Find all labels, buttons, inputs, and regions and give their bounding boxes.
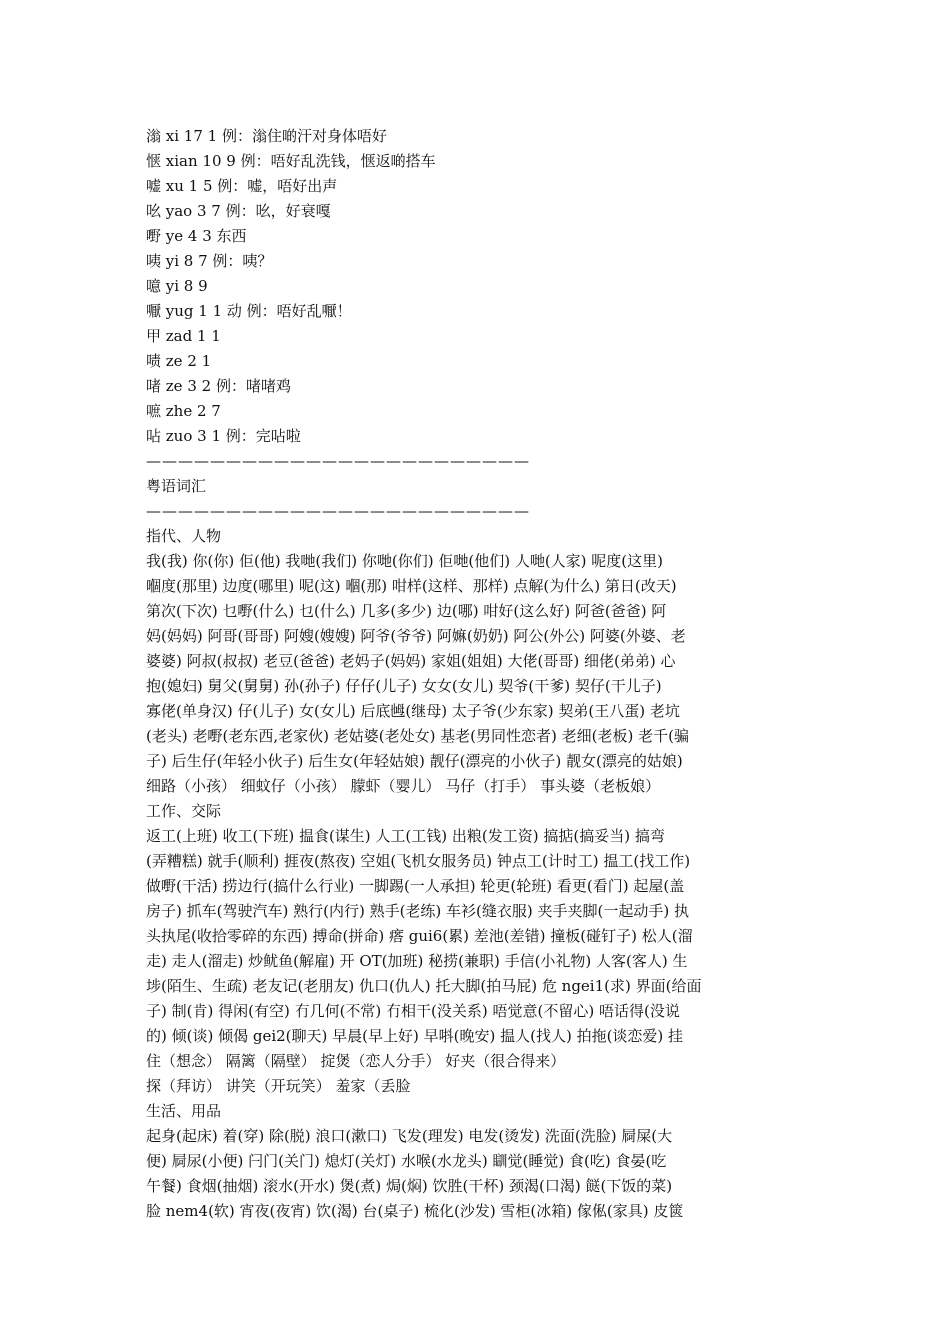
vocabulary-sections [146,524,810,1224]
vocabulary-line: 便) 屙尿(小便) 闩门(关门) 熄灯(关灯) 水喉(水龙头) 瞓觉(睡觉) 食(吃) 食晏(吃 [146,1152,667,1170]
character-entry: 嘘 xu 1 5 例：嘘，唔好出声 [146,177,338,195]
character-entry: 吆 yao 3 7 例：吆，好衰嘎 [146,202,331,220]
vocabulary-line: 子) 制(肯) 得闲(有空) 冇几何(不常) 冇相干(没关系) 唔觉意(不留心) 唔话得(没说 [146,1002,680,1020]
vocabulary-line: 走) 走人(溜走) 炒鱿鱼(解雇) 开 OT(加班) 秘捞(兼职) 手信(小礼物) 人客(客人) 生 [146,952,688,970]
vocabulary-line: 房子) 抓车(驾驶汽车) 熟行(内行) 熟手(老练) 车衫(缝衣服) 夹手夹脚(一起动手) 执 [146,902,689,920]
vocabulary-line: 午餐) 食烟(抽烟) 滚水(开水) 煲(煮) 焗(焖) 饮胜(干杯) 颈渴(口渴) 餸(下饭的菜) [146,1177,673,1195]
vocabulary-line: (弄糟糕) 就手(顺利) 捱夜(熬夜) 空姐(飞机女服务员) 钟点工(计时工) 揾工(找工作) [146,852,691,870]
character-entry: 啫 ze 3 2 例：啫啫鸡 [146,377,291,395]
vocabulary-line: 的) 倾(谈) 倾偈 gei2(聊天) 早晨(早上好) 早唞(晚安) 揾人(找人) 拍拖(谈恋爱) 挂 [146,1027,684,1045]
vocabulary-line: 嗰度(那里) 边度(哪里) 呢(这) 嗰(那) 咁样(这样、那样) 点解(为什么) 第日(改天) [146,577,677,595]
vocabulary-line: 住（想念） 隔篱（隔壁） 掟煲（恋人分手） 好夹（很合得来） [146,1052,566,1070]
vocabulary-line: 头执尾(收拾零碎的东西) 搏命(拼命) 瘩 gui6(累) 差池(差错) 撞板(碰钉子) 松人(溜 [146,927,693,945]
vocabulary-line: 埗(陌生、生疏) 老友记(老朋友) 仇口(仇人) 托大脚(拍马屁) 危 ngei1(求) 界面(给面 [146,977,702,995]
vocabulary-paragraph [146,1124,810,1224]
vocabulary-line: 探（拜访） 讲笑（开玩笑） 羞家（丢脸 [146,1077,411,1095]
character-entry: 惬 xian 10 9 例：唔好乱洗钱，惬返啲搭车 [146,152,436,170]
character-entry: 嚈 yug 1 1 动 例：唔好乱嚈！ [146,302,352,320]
vocabulary-line: 寡佬(单身汉) 仔(儿子) 女(女儿) 后底乸(继母) 太子爷(少东家) 契弟(王八蛋) 老坑 [146,702,680,720]
character-entry: 嘢 ye 4 3 东西 [146,227,247,245]
section-heading: 生活、用品 [146,1102,222,1120]
vocabulary-line: (老头) 老嘢(老东西,老家伙) 老姑婆(老处女) 基老(男同性恋者) 老细(老板) 老千(骗 [146,727,689,745]
vocabulary-line: 脸 nem4(软) 宵夜(夜宵) 饮(渴) 台(桌子) 梳化(沙发) 雪柜(冰箱) 傢俬(家具) 皮篋 [146,1202,684,1220]
character-entry: 嗻 zhe 2 7 [146,402,221,420]
character-entry: 啧 ze 2 1 [146,352,212,370]
section-heading: 工作、交际 [146,802,222,820]
vocabulary-paragraph [146,824,810,1099]
section-heading: 指代、人物 [146,527,222,545]
vocabulary-line: 婆婆) 阿叔(叔叔) 老豆(爸爸) 老妈子(妈妈) 家姐(姐姐) 大佬(哥哥) 细佬(弟弟) 心 [146,652,676,670]
vocabulary-line: 做嘢(干活) 捞边行(搞什么行业) 一脚踢(一人承担) 轮更(轮班) 看更(看门) 起屋(盖 [146,877,685,895]
vocabulary-line: 妈(妈妈) 阿哥(哥哥) 阿嫂(嫂嫂) 阿爷(爷爷) 阿嫲(奶奶) 阿公(外公) 阿婆(外婆、老 [146,627,686,645]
character-entry: 甲 zad 1 1 [146,327,221,345]
character-entry-list [146,124,810,449]
vocabulary-line: 返工(上班) 收工(下班) 揾食(谋生) 人工(工钱) 出粮(发工资) 搞掂(搞妥当) 搞弯 [146,827,665,845]
vocabulary-line: 抱(媳妇) 舅父(舅舅) 孙(孙子) 仔仔(儿子) 女女(女儿) 契爷(干爹) 契仔(干儿子) [146,677,662,695]
document-content [146,124,810,1224]
vocabulary-line: 第次(下次) 乜嘢(什么) 乜(什么) 几多(多少) 边(哪) 咁好(这么好) 阿爸(爸爸) 阿 [146,602,667,620]
vocabulary-line: 我(我) 你(你) 佢(他) 我哋(我们) 你哋(你们) 佢哋(他们) 人哋(人家) 呢度(这里) [146,552,664,570]
character-entry: 咦 yi 8 7 例：咦？ [146,252,273,270]
vocabulary-line: 起身(起床) 着(穿) 除(脱) 浪口(漱口) 飞发(理发) 电发(烫发) 洗面(洗脸) 屙屎(大 [146,1127,673,1145]
character-entry: 呫 zuo 3 1 例：完呫啦 [146,427,301,445]
character-entry: 噫 yi 8 9 [146,277,208,295]
vocabulary-paragraph [146,549,810,799]
vocabulary-line: 子) 后生仔(年轻小伙子) 后生女(年轻姑娘) 靓仔(漂亮的小伙子) 靓女(漂亮的姑娘) [146,752,683,770]
vocabulary-line: 细路（小孩） 细蚊仔（小孩） 朦虾（婴儿） 马仔（打手） 事头婆（老板娘） [146,777,661,795]
section-title: 粤语词汇 [146,477,207,495]
separator-line: ———————————————————————— [146,502,530,520]
character-entry: 滃 xi 17 1 例：滃住啲汗对身体唔好 [146,127,387,145]
separator-line: ———————————————————————— [146,452,530,470]
